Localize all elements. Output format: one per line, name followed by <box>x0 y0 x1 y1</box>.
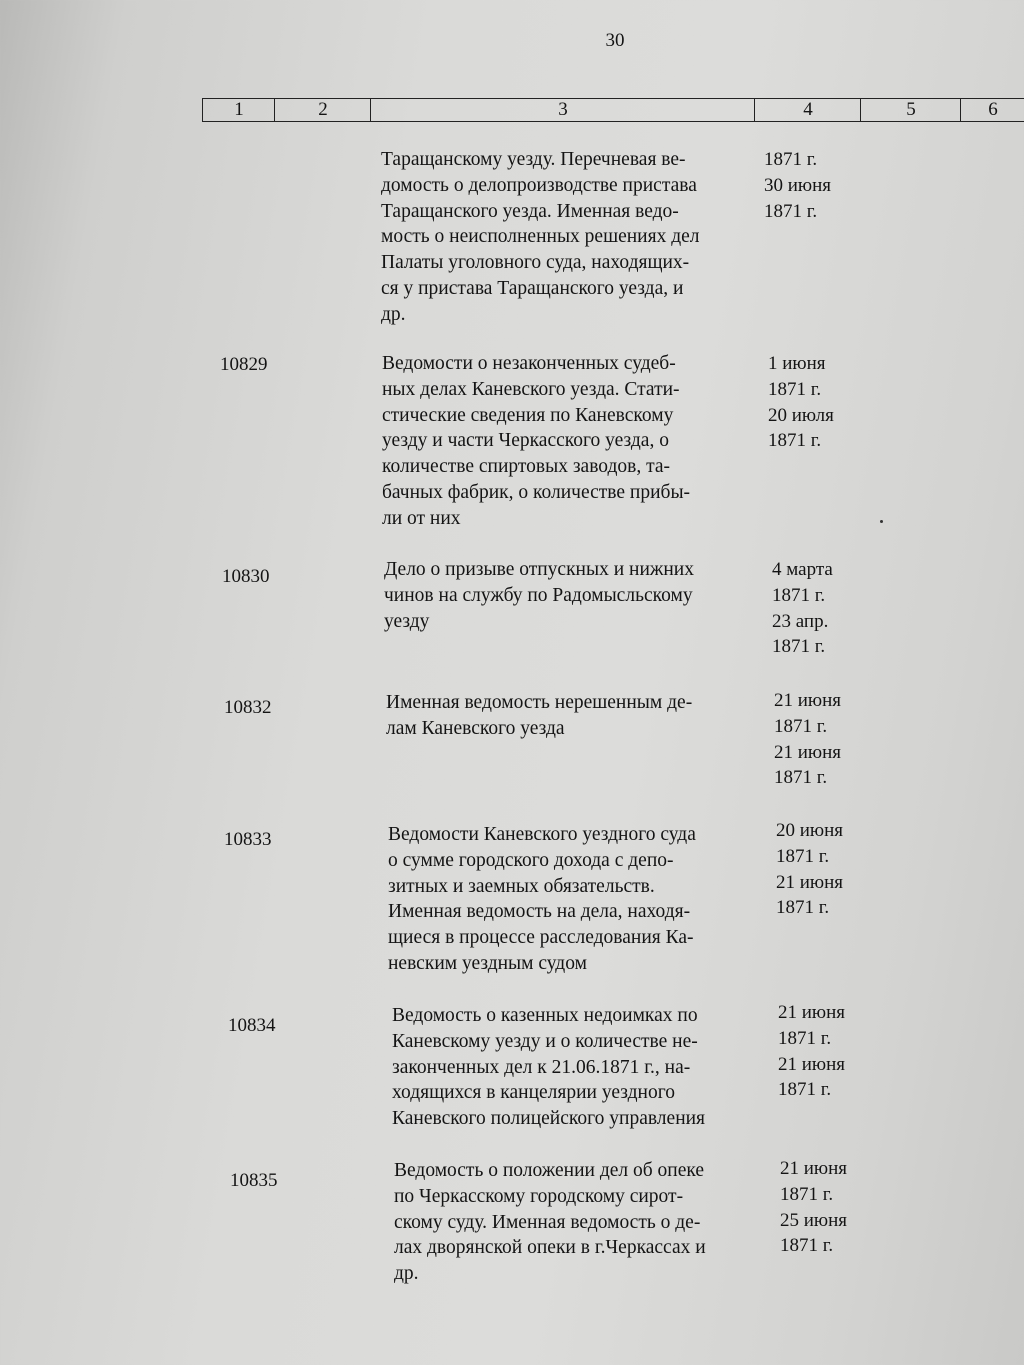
date-line: 1871 г. <box>776 897 830 919</box>
description-line: ных делах Каневского уезда. Стати- <box>382 378 680 400</box>
date-line: 1871 г. <box>768 430 822 452</box>
row-dates <box>778 1000 845 1103</box>
date-line: 1871 г. <box>780 1183 834 1205</box>
row-number: 10832 <box>224 697 272 718</box>
date-line: 1871 г. <box>764 149 818 170</box>
description-line: Именная ведомость нерешенным де- <box>386 692 693 713</box>
row-dates <box>776 818 843 921</box>
row-description <box>392 1003 705 1132</box>
description-line: др. <box>394 1263 419 1285</box>
row-description <box>384 557 694 634</box>
date-line: 1871 г. <box>776 845 830 867</box>
row-dates <box>768 351 834 454</box>
description-line: Каневского полицейского управления <box>392 1108 706 1130</box>
column-header-5: 5 <box>860 98 961 122</box>
date-line: 1871 г. <box>772 636 826 658</box>
date-line: 30 июня <box>764 174 832 196</box>
description-line: Ведомость о казенных недоимках по <box>392 1005 698 1026</box>
date-line: 21 июня <box>778 1053 846 1075</box>
date-line: 1871 г. <box>778 1079 832 1101</box>
description-line: невским уездным судом <box>388 952 587 974</box>
date-line: 23 апр. <box>772 610 829 632</box>
date-line: 1871 г. <box>780 1235 834 1257</box>
description-line: Именная ведомость на дела, находя- <box>388 901 691 923</box>
date-line: 20 июля <box>768 404 834 426</box>
row-number: 10830 <box>222 566 270 587</box>
date-line: 1 июня <box>768 353 826 374</box>
date-line: 1871 г. <box>778 1027 832 1049</box>
description-line: домость о делопроизводстве пристава <box>381 174 697 196</box>
description-line: стические сведения по Каневскому <box>382 404 674 426</box>
description-line: др. <box>381 303 406 325</box>
description-line: законченных дел к 21.06.1871 г., на- <box>392 1056 691 1078</box>
date-line: 21 июня <box>774 741 842 763</box>
row-description <box>386 690 692 742</box>
column-header-row <box>202 98 1024 122</box>
row-number: 10829 <box>220 354 268 375</box>
description-line: количестве спиртовых заводов, та- <box>382 456 671 478</box>
description-line: бачных фабрик, о количестве прибы- <box>382 481 691 503</box>
description-line: зитных и заемных обязательств. <box>388 875 655 897</box>
date-line: 1871 г. <box>772 584 826 606</box>
row-dates <box>774 688 841 791</box>
row-number: 10834 <box>228 1015 276 1036</box>
description-line: Таращанского уезда. Именная ведо- <box>381 200 679 222</box>
column-header-2: 2 <box>274 98 371 122</box>
date-line: 1871 г. <box>768 378 822 400</box>
description-line: щиеся в процессе расследования Ка- <box>388 927 694 949</box>
date-line: 4 марта <box>772 559 833 580</box>
description-line: скому суду. Именная ведомость о де- <box>394 1211 701 1233</box>
description-line: чинов на службу по Радомысльскому <box>384 584 693 606</box>
description-line: Дело о призыве отпускных и нижних <box>384 559 694 580</box>
speck <box>880 520 883 523</box>
date-line: 21 июня <box>774 690 842 711</box>
description-line: Ведомость о положении дел об опеке <box>394 1160 705 1181</box>
date-line: 21 июня <box>778 1002 846 1023</box>
description-line: о сумме городского дохода с депо- <box>388 849 674 871</box>
description-line: ся у пристава Таращанского уезда, и <box>381 277 684 299</box>
row-dates <box>780 1156 847 1259</box>
row-number: 10833 <box>224 829 272 850</box>
row-dates <box>772 557 833 660</box>
description-line: ли от них <box>382 507 461 529</box>
row-dates <box>764 147 831 224</box>
description-line: Ведомости о незаконченных судеб- <box>382 353 676 374</box>
description-line: мость о неисполненных решениях дел <box>381 226 700 248</box>
column-header-6: 6 <box>960 98 1024 122</box>
description-line: Таращанскому уезду. Перечневая ве- <box>381 149 686 170</box>
row-description <box>381 147 700 328</box>
description-line: Палаты уголовного суда, находящих- <box>381 252 690 274</box>
row-description <box>388 822 696 977</box>
column-header-3: 3 <box>370 98 755 122</box>
column-header-1: 1 <box>202 98 275 122</box>
page-number: 30 <box>605 30 625 51</box>
description-line: по Черкасскому городскому сирот- <box>394 1185 684 1207</box>
column-header-4: 4 <box>754 98 861 122</box>
row-description <box>382 351 690 532</box>
row-description <box>394 1158 706 1287</box>
description-line: Ведомости Каневского уездного суда <box>388 824 696 845</box>
date-line: 1871 г. <box>774 767 828 789</box>
description-line: уезду <box>384 610 430 632</box>
description-line: Каневскому уезду и о количестве не- <box>392 1030 698 1052</box>
description-line: лах дворянской опеки в г.Черкассах и <box>394 1237 706 1259</box>
date-line: 25 июня <box>780 1209 848 1231</box>
description-line: лам Каневского уезда <box>386 717 565 739</box>
row-number: 10835 <box>230 1170 278 1191</box>
date-line: 21 июня <box>776 871 844 893</box>
date-line: 1871 г. <box>774 715 828 737</box>
date-line: 20 июня <box>776 820 844 841</box>
description-line: ходящихся в канцелярии уездного <box>392 1082 675 1104</box>
date-line: 1871 г. <box>764 200 818 222</box>
date-line: 21 июня <box>780 1158 848 1179</box>
description-line: уезду и части Черкасского уезда, о <box>382 430 669 452</box>
